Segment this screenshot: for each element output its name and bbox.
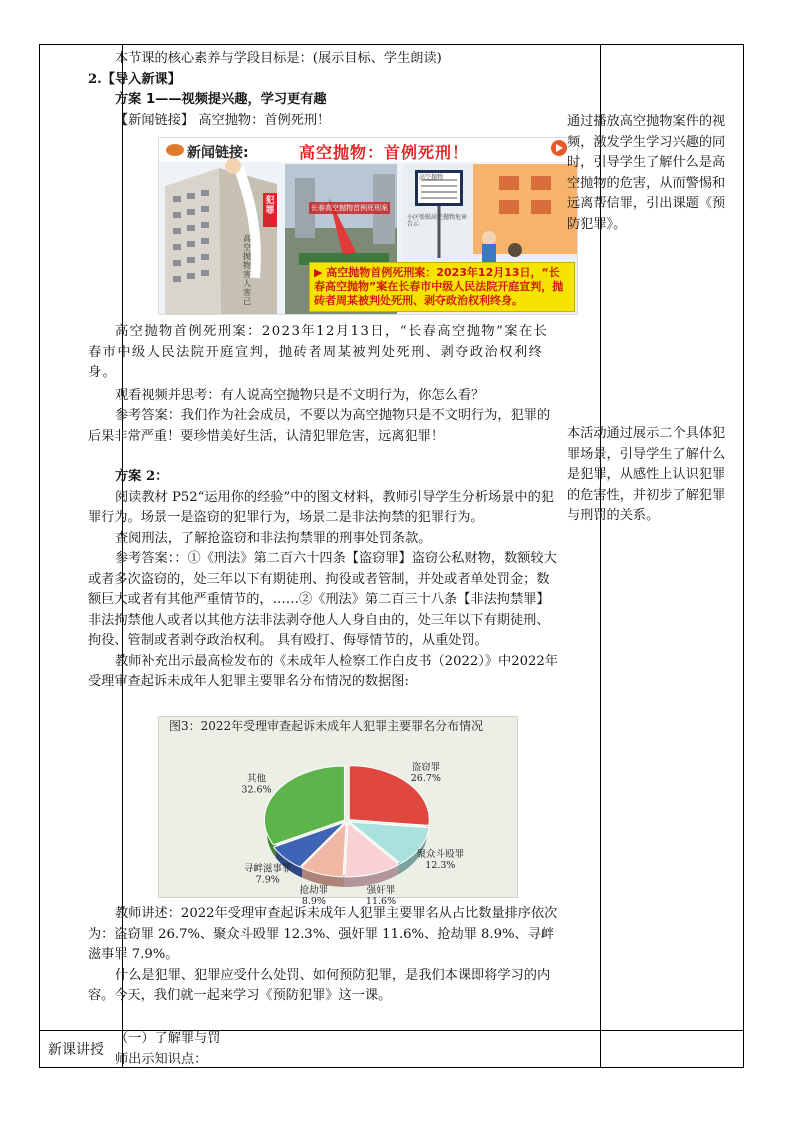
news-link-line: 【新闻链接】 高空抛物：首例死刑！ [115,112,331,128]
closing-paragraph: 什么是犯罪、犯罪应受什么处罚、如何预防犯罪，是我们本课即将学习的内容。今天，我们就一起来学习《预防犯罪》这一课。 [88,967,551,1003]
row2-content [88,1029,558,1070]
row2-label: 新课讲授 [48,1042,104,1058]
pie-label-name: 盗窃罪 [411,762,441,774]
pie-label-name: 抢劫罪 [299,885,329,897]
plan2-title: 方案 2： [115,469,169,484]
pie-label-value: 11.6% [365,895,397,907]
intro-line: 本节课的核心素养与学段目标是：(展示目标、学生朗读) [115,51,442,66]
pie-label-value: 26.7% [410,773,441,785]
pie-label-value: 12.3% [425,859,456,871]
plan2-paragraph-4: 教师补充出示最高检发布的《未成年人检察工作白皮书（2022）》中2022年受理审查起诉未成年人犯罪主要罪名分布情况的数据图: [88,653,558,689]
main-content-2 [88,322,558,693]
pie-label-name: 寻衅滋事罪 [243,863,292,875]
pie-label-name: 其他 [246,773,266,785]
pie-label-value: 7.9% [255,874,280,886]
plan2-paragraph-3: 参考答案：：①《刑法》第二百六十四条【盗窃罪】盗窃公私财物，数额较大或者多次盗窃的，处三年以下有期徒刑、拘役或者管制，并处或者单处罚金；数额巨大或者有其他严重情节的，……②《刑法》第二百三十八条【非法拘禁罪】非法拘禁他人或者以其他方法非法剥夺他人人身自由的，处三年以下有期徒刑、拘役、管制或者剥夺政治权利。 具有殴打、侮辱情节的，从重处罚。 [88,551,557,648]
news-banner-image [158,137,578,315]
plan2-paragraph-1: 阅读教材 P52“运用你的经验”中的图文材料，教师引导学生分析场景中的犯罪行为。场景一是盗窃的犯罪行为，场景二是非法拘禁的犯罪行为。 [88,489,554,525]
teacher-paragraph: 教师讲述：2022年受理审查起诉未成年人犯罪主要罪名从占比数量排序依次为：盗窃罪 26.7%、聚众斗殴罪 12.3%、强奸罪 11.6%、抢劫罪 8.9%、寻衅滋事罪 7.9%。 [88,906,558,962]
chart-title: 图3：2022年受理审查起诉未成年人犯罪主要罪名分布情况 [169,719,484,733]
side-note-2: 本活动通过展示二个具体犯罪场景，引导学生了解什么是犯罪，从感性上认识犯罪的危害性，并初步了解犯罪与刑罚的关系。 [567,426,726,523]
pie-label-name: 强奸罪 [366,884,396,896]
banner-yellow-box [309,262,575,312]
pie-label-value: 32.6% [241,784,272,796]
banner-left-title: 新闻链接: [187,145,249,161]
banner-ribbon: 犯罪 [265,196,275,216]
main-content [88,49,558,131]
row2-line-2: 师出示知识点： [115,1051,208,1067]
answer-paragraph: 参考答案：我们作为社会成员，不要以为高空抛物只是不文明行为，犯罪的后果非常严重！要珍惜美好生活，认清犯罪危害，远离犯罪！ [88,408,551,444]
side-note-1: 通过播放高空抛物案件的视频，激发学生学习兴趣的同时，引导学生了解什么是高空抛物的危害，从而警惕和远离帮信罪，引出课题《预防犯罪》。 [567,114,726,232]
banner-sign-text: 高空抛物 [419,174,444,181]
pie-chart-image [158,716,518,908]
banner-yellow-text: 2023年12月13日，“长春高空抛物”案在长春市中级人民法院开庭宣判，抛砖者周某被判处死刑、剥夺政治权利终身。 [314,266,564,307]
news-paragraph: 高空抛物首例死刑案：2023年12月13日，“长春高空抛物”案在长春市中级人民法院开庭宣判，抛砖者周某被判处死刑、剥夺政治权利终身。 [88,324,549,380]
question-paragraph: 观看视频并思考：有人说高空抛物只是不文明行为，你怎么看？ [115,387,485,403]
row2-line-1: （一）了解罪与罚 [115,1031,221,1046]
banner-building-note: 高空抛物害人害己 [243,234,251,306]
main-content-3 [88,904,558,1007]
banner-notice-text: 小区张贴高空抛物危害告示 [407,214,468,228]
pie-label-name: 聚众斗殴罪 [416,848,465,860]
pie-label-value: 8.9% [301,896,326,908]
plan2-paragraph-2: 查阅刑法，了解抢盗窃和非法拘禁罪的刑事处罚条款。 [115,530,432,546]
plan1-title: 方案 1——视频提兴趣，学习更有趣 [115,92,327,107]
section-heading: 2.【导入新课】 [88,71,181,87]
banner-photo-caption: 长春高空抛物首例死刑案 [311,204,388,212]
pie-chart [159,717,517,908]
news-icon [166,144,184,156]
banner-yellow-label: ▶ 高空抛物首例死刑案： [314,266,437,279]
banner-headline: 高空抛物：首例死刑！ [299,143,470,162]
